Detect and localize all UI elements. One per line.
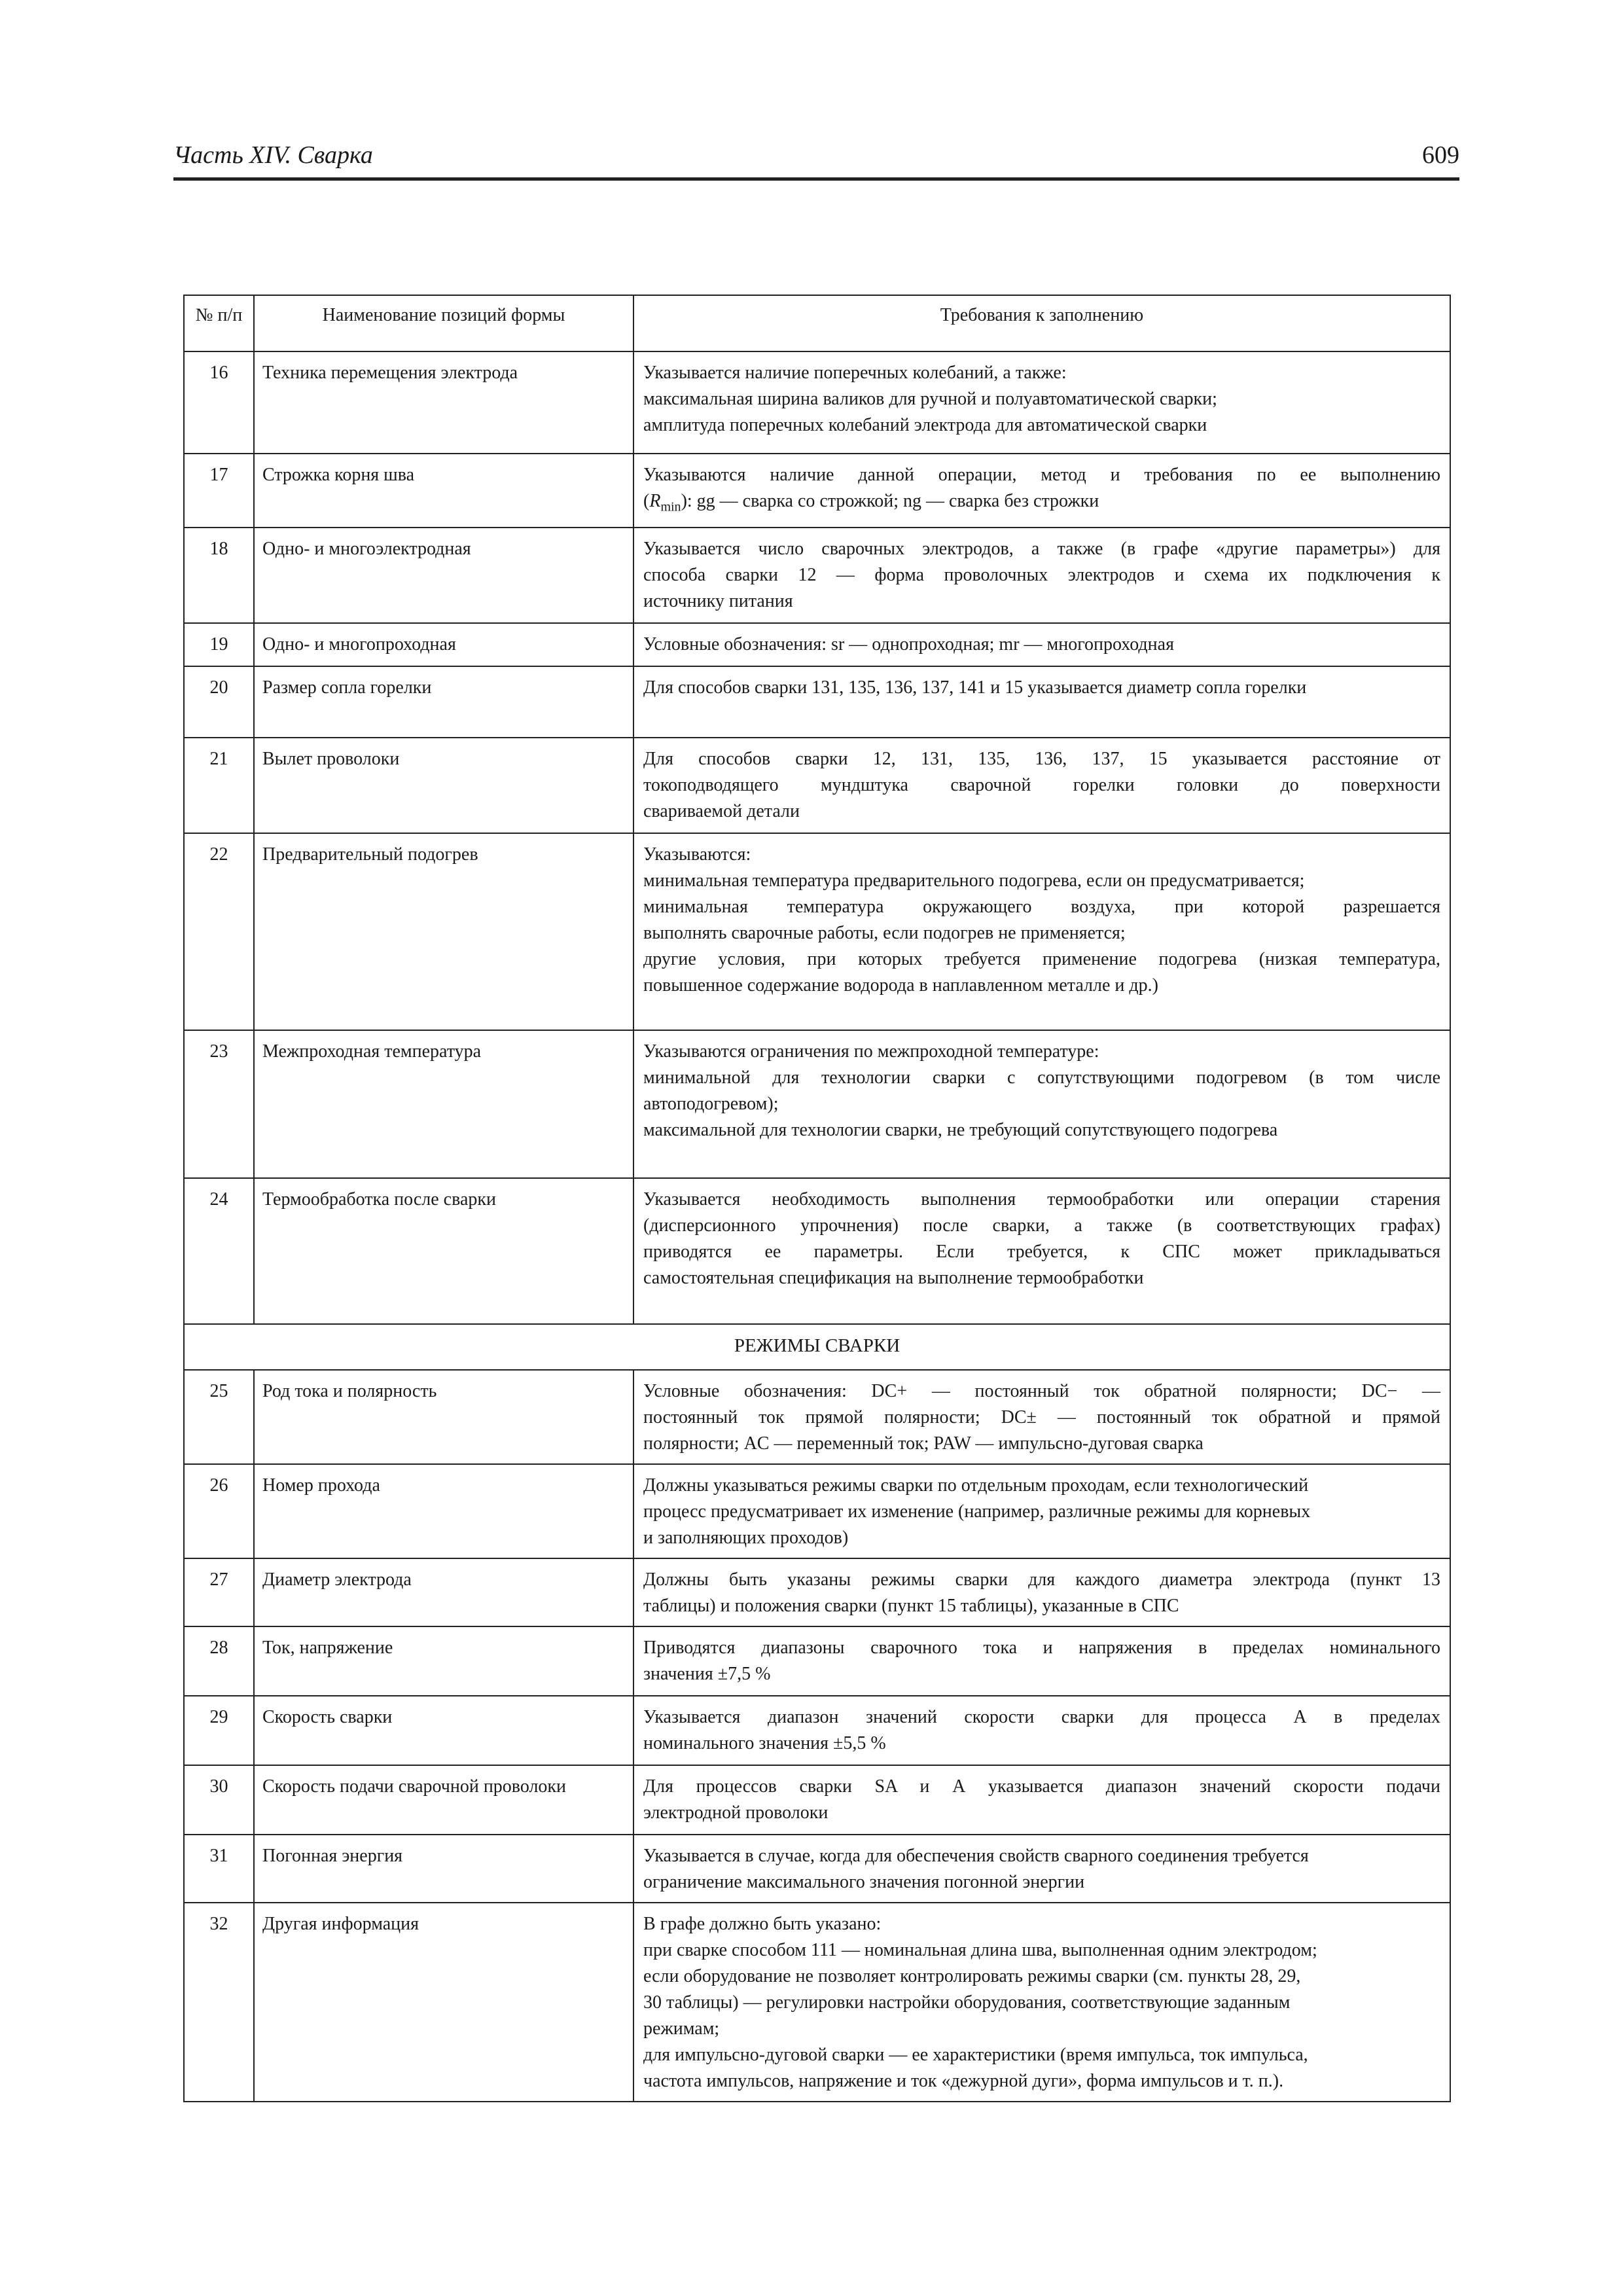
row-requirements: [633, 1903, 1450, 2102]
row-requirements: [633, 623, 1450, 666]
table-row: [184, 833, 1450, 1030]
row-item-name: Номер прохода: [254, 1464, 633, 1558]
section-row: [184, 1324, 1450, 1370]
row-item-name: Скорость сварки: [254, 1696, 633, 1765]
row-item-name: Одно- и многоэлектродная: [254, 528, 633, 623]
requirement-line: ограничение максимального значения погонной энергии: [643, 1872, 1085, 1892]
requirement-line: Приводятся диапазоны сварочного тока и напряжения в пределах номинального: [643, 1638, 1440, 1658]
row-requirements: [633, 833, 1450, 1030]
requirement-line: Указывается в случае, когда для обеспечения свойств сварного соединения требуется: [643, 1846, 1309, 1866]
requirement-line: электродной проволоки: [643, 1803, 829, 1823]
row-number: 17: [184, 454, 254, 528]
requirement-line: другие условия, при которых требуется применение подогрева (низкая температура,: [643, 949, 1440, 969]
requirement-line: Указываются:: [643, 844, 751, 865]
requirement-line: процесс предусматривает их изменение (например, различные режимы для корневых: [643, 1501, 1311, 1522]
requirement-line: выполнять сварочные работы, если подогрев не применяется;: [643, 923, 1126, 943]
table-row: [184, 1370, 1450, 1464]
requirement-line: Должны указываться режимы сварки по отдельным проходам, если технологический: [643, 1475, 1309, 1496]
table-row: [184, 351, 1450, 454]
row-number: 26: [184, 1464, 254, 1558]
header-requirements: Требования к заполнению: [633, 295, 1450, 351]
table-row: [184, 1696, 1450, 1765]
row-requirements: [633, 351, 1450, 454]
requirement-line: способа сварки 12 — форма проволочных электродов и схема их подключения к: [643, 565, 1440, 585]
requirement-line: номинального значения ±5,5 %: [643, 1733, 886, 1753]
row-requirements: [633, 738, 1450, 833]
row-number: 29: [184, 1696, 254, 1765]
requirement-line: повышенное содержание водорода в наплавленном металле и др.): [643, 975, 1158, 996]
row-item-name: Другая информация: [254, 1903, 633, 2102]
requirement-line: Указывается наличие поперечных колебаний, а также:: [643, 363, 1067, 383]
requirement-line: минимальной для технологии сварки с сопутствующими подогревом (в том числе: [643, 1067, 1440, 1088]
table-row: [184, 1178, 1450, 1324]
requirement-line: источнику питания: [643, 591, 793, 611]
requirement-line: Указывается необходимость выполнения термообработки или операции старения: [643, 1189, 1440, 1210]
table-row: [184, 623, 1450, 666]
row-number: 20: [184, 666, 254, 738]
requirement-line: Указывается диапазон значений скорости сварки для процесса А в пределах: [643, 1707, 1440, 1727]
requirement-line: (дисперсионного упрочнения) после сварки, а также (в соответствующих графах): [643, 1215, 1440, 1236]
requirement-line: если оборудование не позволяет контролировать режимы сварки (см. пункты 28, 29,: [643, 1966, 1301, 1986]
table-row: [184, 666, 1450, 738]
row-item-name: Термообработка после сварки: [254, 1178, 633, 1324]
row-number: 22: [184, 833, 254, 1030]
row-item-name: Вылет проволоки: [254, 738, 633, 833]
requirement-line: максимальной для технологии сварки, не требующий сопутствующего подогрева: [643, 1120, 1278, 1140]
table-row: [184, 738, 1450, 833]
table-row: [184, 1626, 1450, 1696]
requirement-line: 30 таблицы) — регулировки настройки оборудования, соответствующие заданным: [643, 1992, 1291, 2013]
requirement-line: и заполняющих проходов): [643, 1528, 849, 1548]
row-requirements: [633, 1835, 1450, 1903]
requirement-line: автоподогревом);: [643, 1094, 779, 1114]
requirement-line: Для способов сварки 131, 135, 136, 137, 141 и 15 указывается диаметр сопла горелки: [643, 677, 1307, 698]
requirement-line: Указываются наличие данной операции, метод и требования по ее выполнению: [643, 465, 1440, 485]
row-item-name: Скорость подачи сварочной проволоки: [254, 1765, 633, 1835]
row-item-name: Размер сопла горелки: [254, 666, 633, 738]
formula-text: ): gg — сварка со строжкой; ng — сварка без строжки: [681, 491, 1099, 511]
row-requirements: [633, 1178, 1450, 1324]
requirement-line: минимальная температура окружающего воздуха, при которой разрешается: [643, 897, 1440, 917]
table-row: [184, 1558, 1450, 1626]
header-item-name: Наименование позиций формы: [254, 295, 633, 351]
requirement-line: [643, 488, 1440, 514]
running-title: Часть XIV. Сварка: [173, 141, 373, 169]
table-row: [184, 1030, 1450, 1178]
requirement-line: свариваемой детали: [643, 801, 800, 821]
requirements-table: [183, 295, 1451, 2102]
row-requirements: [633, 1626, 1450, 1696]
requirement-line: амплитуда поперечных колебаний электрода для автоматической сварки: [643, 415, 1207, 435]
row-number: 16: [184, 351, 254, 454]
formula-subscript: min: [660, 499, 681, 514]
row-requirements: [633, 1765, 1450, 1835]
requirement-line: самостоятельная спецификация на выполнение термообработки: [643, 1268, 1144, 1288]
row-number: 32: [184, 1903, 254, 2102]
requirement-line: максимальная ширина валиков для ручной и полуавтоматической сварки;: [643, 389, 1217, 409]
row-number: 18: [184, 528, 254, 623]
row-requirements: [633, 1696, 1450, 1765]
row-number: 30: [184, 1765, 254, 1835]
page-number: 609: [1422, 141, 1459, 169]
page-header: [173, 141, 1459, 180]
table-header-row: [184, 295, 1450, 351]
section-title: РЕЖИМЫ СВАРКИ: [184, 1324, 1450, 1370]
requirement-line: частота импульсов, напряжение и ток «дежурной дуги», форма импульсов и т. п.).: [643, 2071, 1284, 2091]
table-row: [184, 1765, 1450, 1835]
table-row: [184, 1903, 1450, 2102]
row-item-name: Погонная энергия: [254, 1835, 633, 1903]
row-item-name: Техника перемещения электрода: [254, 351, 633, 454]
formula-text: (R: [643, 491, 661, 511]
table-row: [184, 1835, 1450, 1903]
row-number: 21: [184, 738, 254, 833]
row-number: 25: [184, 1370, 254, 1464]
row-item-name: Ток, напряжение: [254, 1626, 633, 1696]
row-number: 27: [184, 1558, 254, 1626]
row-item-name: Межпроходная температура: [254, 1030, 633, 1178]
requirement-line: Должны быть указаны режимы сварки для каждого диаметра электрода (пункт 13: [643, 1570, 1440, 1590]
row-requirements: [633, 1370, 1450, 1464]
row-number: 28: [184, 1626, 254, 1696]
requirement-line: постоянный ток прямой полярности; DC± — постоянный ток обратной и прямой: [643, 1407, 1440, 1427]
requirement-line: Для процессов сварки SA и А указывается диапазон значений скорости подачи: [643, 1776, 1440, 1797]
table-row: [184, 1464, 1450, 1558]
row-requirements: [633, 666, 1450, 738]
header-number: № п/п: [184, 295, 254, 351]
table-row: [184, 528, 1450, 623]
row-requirements: [633, 1464, 1450, 1558]
row-item-name: Диаметр электрода: [254, 1558, 633, 1626]
table-row: [184, 454, 1450, 528]
requirement-line: В графе должно быть указано:: [643, 1914, 882, 1934]
row-requirements: [633, 528, 1450, 623]
requirement-line: Условные обозначения: sr — однопроходная; mr — многопроходная: [643, 634, 1174, 655]
requirement-line: Для способов сварки 12, 131, 135, 136, 137, 15 указывается расстояние от: [643, 749, 1440, 769]
row-requirements: [633, 454, 1450, 528]
row-requirements: [633, 1558, 1450, 1626]
requirement-line: режимам;: [643, 2018, 720, 2039]
requirement-line: приводятся ее параметры. Если требуется, к СПС может прикладываться: [643, 1242, 1440, 1262]
row-item-name: Строжка корня шва: [254, 454, 633, 528]
requirement-line: полярности; AC — переменный ток; PAW — импульсно-дуговая сварка: [643, 1433, 1204, 1454]
requirement-line: значения ±7,5 %: [643, 1664, 771, 1684]
requirement-line: минимальная температура предварительного подогрева, если он предусматривается;: [643, 870, 1305, 891]
requirement-line: Указывается число сварочных электродов, а также (в графе «другие параметры») для: [643, 539, 1440, 559]
row-item-name: Род тока и полярность: [254, 1370, 633, 1464]
row-requirements: [633, 1030, 1450, 1178]
row-number: 24: [184, 1178, 254, 1324]
requirement-line: токоподводящего мундштука сварочной горелки головки до поверхности: [643, 775, 1440, 795]
requirement-line: при сварке способом 111 — номинальная длина шва, выполненная одним электродом;: [643, 1940, 1317, 1960]
row-number: 19: [184, 623, 254, 666]
row-number: 31: [184, 1835, 254, 1903]
row-item-name: Предварительный подогрев: [254, 833, 633, 1030]
header-rule: [173, 177, 1459, 181]
requirement-line: Условные обозначения: DC+ — постоянный ток обратной полярности; DC− —: [643, 1381, 1440, 1401]
requirement-line: Указываются ограничения по межпроходной температуре:: [643, 1041, 1099, 1062]
requirement-line: для импульсно-дуговой сварки — ее характеристики (время импульса, ток импульса,: [643, 2045, 1308, 2065]
row-number: 23: [184, 1030, 254, 1178]
requirement-line: таблицы) и положения сварки (пункт 15 таблицы), указанные в СПС: [643, 1596, 1179, 1616]
row-item-name: Одно- и многопроходная: [254, 623, 633, 666]
